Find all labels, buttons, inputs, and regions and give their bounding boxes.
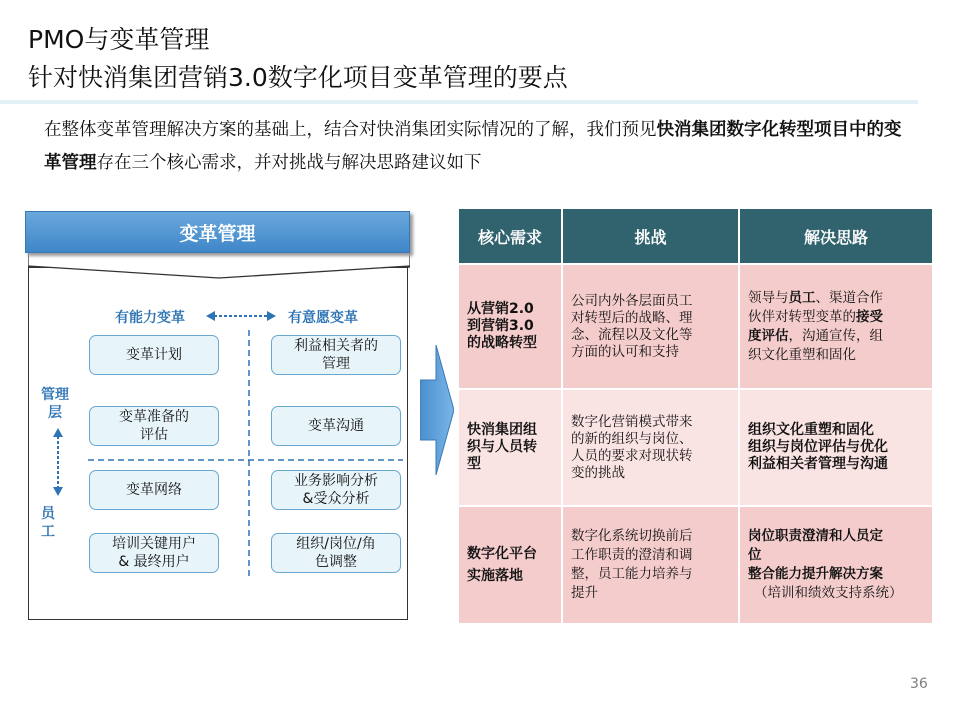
table-row-2-solution: 组织文化重塑和固化 组织与岗位评估与优化 利益相关者管理与沟通 [740,390,932,505]
box-stakeholder-management: 利益相关者的 管理 [271,335,401,375]
table-row-1-solution: 领导与员工、渠道合作 伙伴对转型变革的接受 度评估，沟通宣传，组 织文化重塑和固化 [740,265,932,388]
header-challenge: 挑战 [563,209,738,263]
intro-text-bold: 快消集团数字化转型项目中的变革管理 [44,120,902,173]
table-row-3-challenge: 数字化系统切换前后 工作职责的澄清和调 整，员工能力培养与 提升 [563,507,738,623]
box-impact-analysis: 业务影响分析 &受众分析 [271,470,401,510]
table-row-3-need: 数字化平台 实施落地 [459,507,561,623]
intro-paragraph [44,114,904,180]
banner-title: 变革管理 [25,211,410,253]
col-head-willingness: 有意愿变革 [288,310,358,326]
double-arrow-icon [206,308,276,324]
vertical-double-arrow-icon [50,428,66,496]
table-row-1-need: 从营销2.0 到营销3.0 的战略转型 [459,265,561,388]
intro-text-1: 在整体变革管理解决方案的基础上，结合对快消集团实际情况的了解，我们预见 [44,120,657,140]
box-change-communication: 变革沟通 [271,406,401,446]
box-user-training: 培训关键用户 & 最终用户 [89,533,219,573]
box-role-adjustment: 组织/岗位/角 色调整 [271,533,401,573]
header-core-need: 核心需求 [459,209,561,263]
intro-text-2: 存在三个核心需求，并对挑战与解决思路建议如下 [96,153,482,173]
page-subtitle: 针对快消集团营销3.0数字化项目变革管理的要点 [28,63,568,92]
header-solution: 解决思路 [740,209,932,263]
table-row-2-need: 快消集团组 织与人员转 型 [459,390,561,505]
axis-label-staff: 员 工 [41,506,55,540]
box-change-plan: 变革计划 [89,335,219,375]
col-head-ability: 有能力变革 [115,310,185,326]
page-title: PMO与变革管理 [28,25,210,54]
right-arrow-icon [420,345,454,475]
box-change-network: 变革网络 [89,470,219,510]
table-row-3-solution: 岗位职责澄清和人员定 位 整合能力提升解决方案 （培训和绩效支持系统） [740,507,932,623]
page-number: 36 [910,676,928,692]
axis-label-management: 管理 层 [41,387,69,421]
box-readiness-assessment: 变革准备的 评估 [89,406,219,446]
title-divider [0,100,918,104]
table-row-2-challenge: 数字化营销模式带来 的新的组织与岗位、 人员的要求对现状转 变的挑战 [563,390,738,505]
table-row-1-challenge: 公司内外各层面员工 对转型后的战略、理 念、流程以及文化等 方面的认可和支持 [563,265,738,388]
change-management-banner [25,211,410,277]
